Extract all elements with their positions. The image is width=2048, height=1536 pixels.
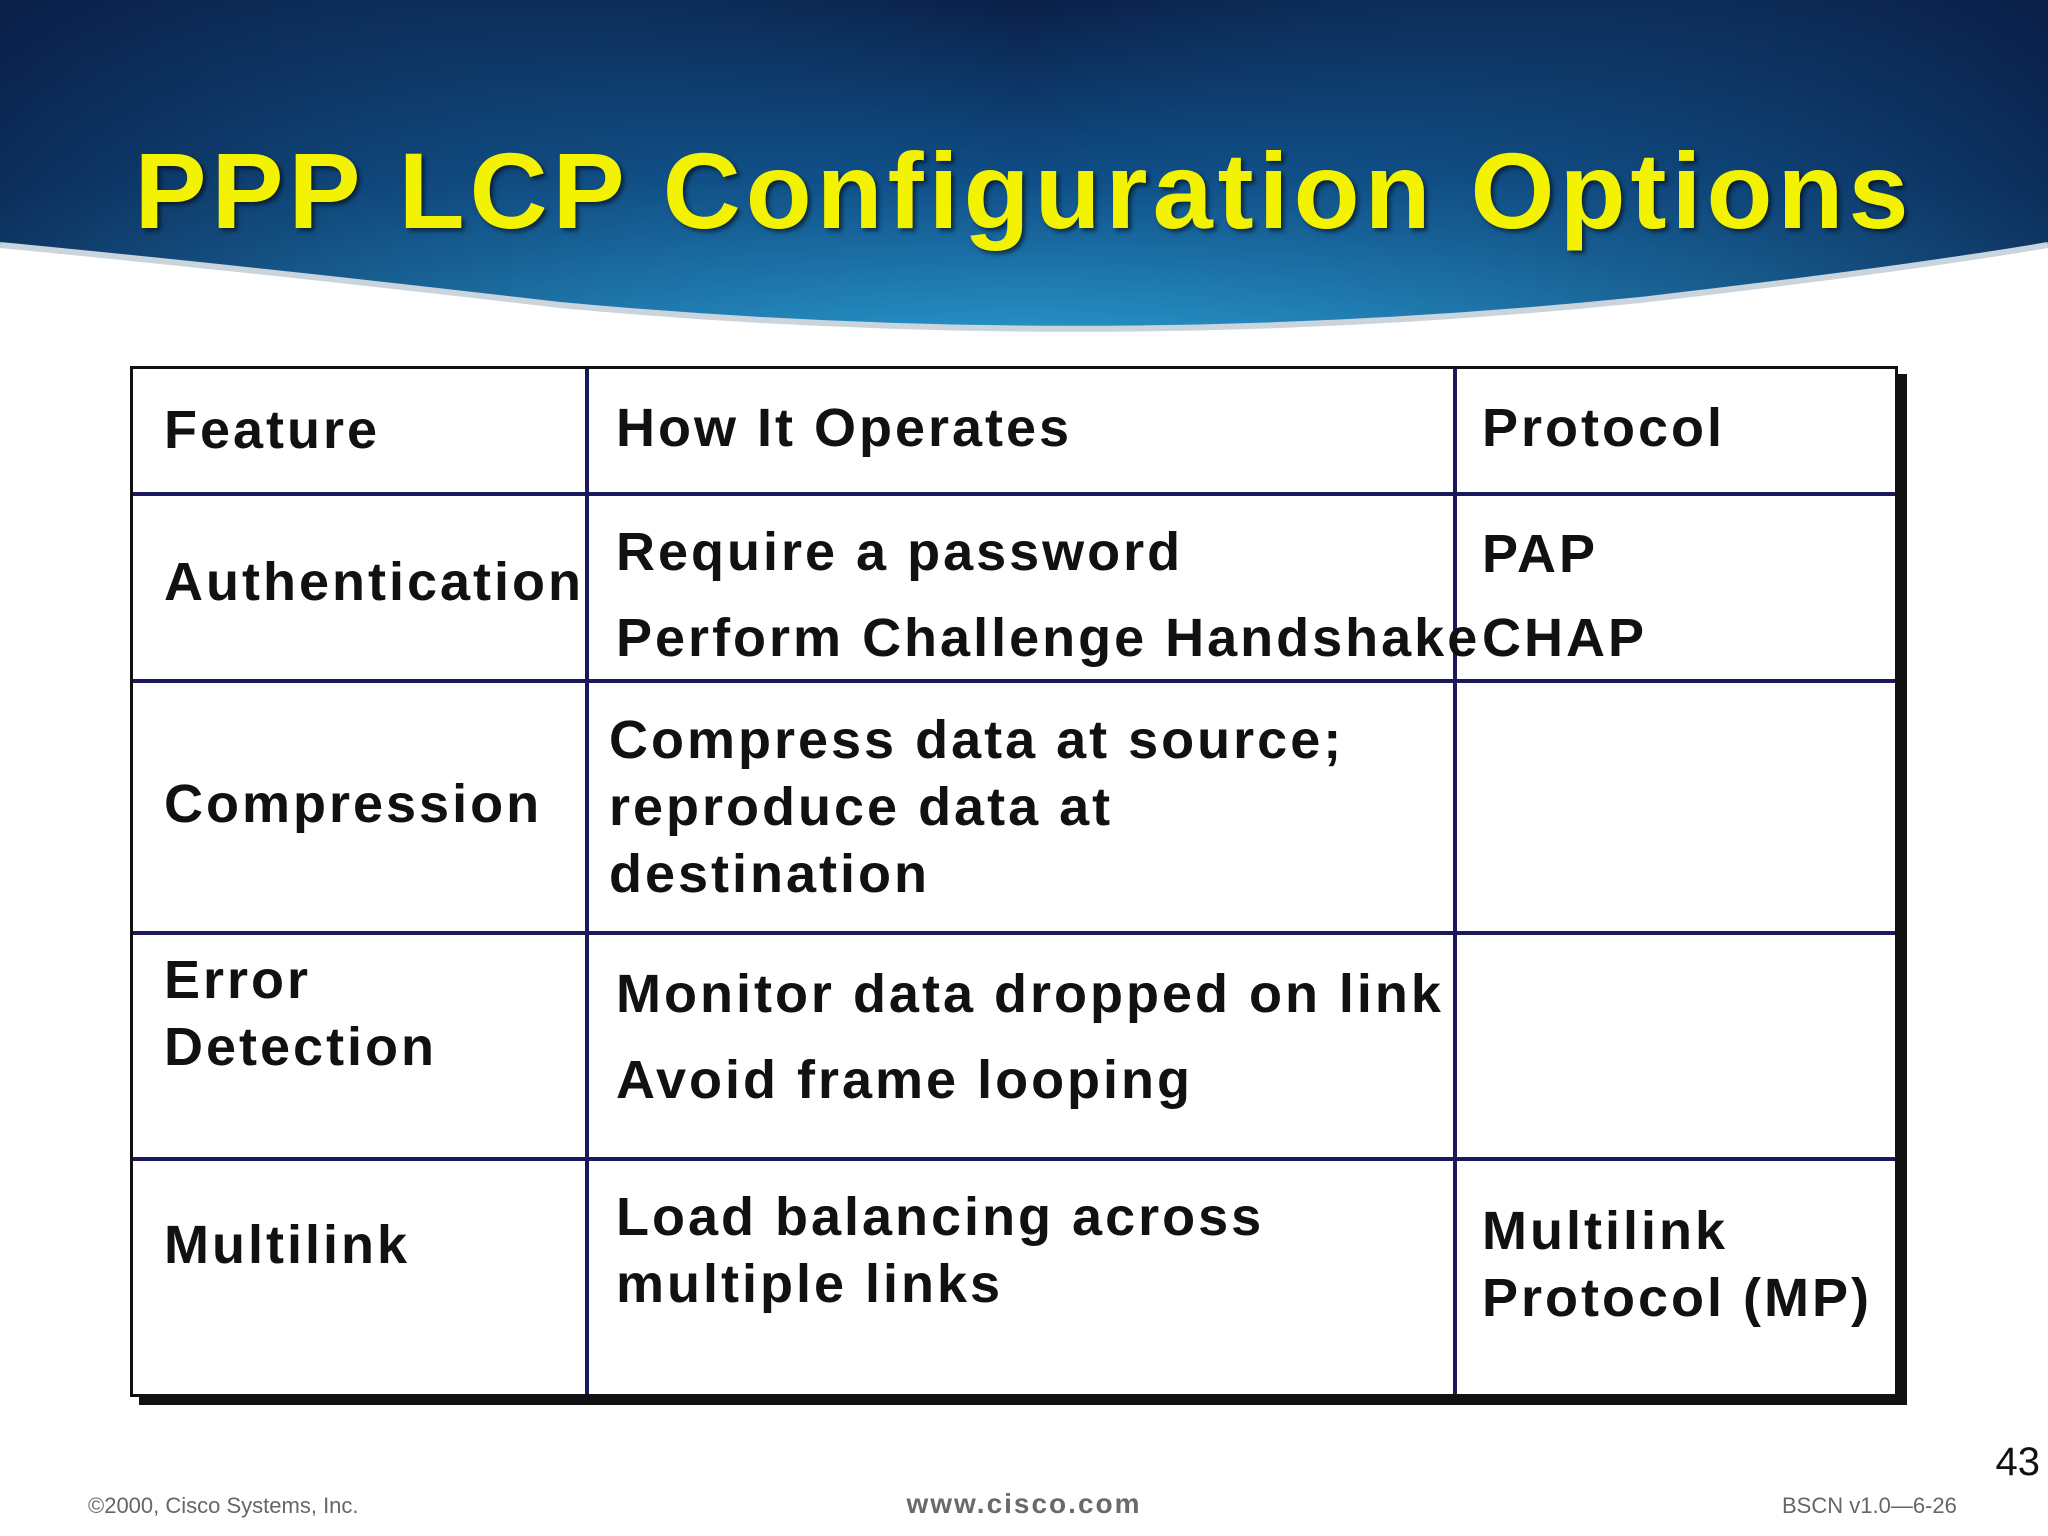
column-divider — [1453, 369, 1457, 1394]
header-how-it-operates: How It Operates — [616, 398, 1073, 458]
operates-line: Compress data at source; — [609, 710, 1345, 770]
lcp-options-table — [130, 366, 1898, 1397]
header-protocol: Protocol — [1482, 398, 1726, 458]
feature-multilink: Multilink — [164, 1215, 410, 1275]
operates-line: Avoid frame looping — [616, 1050, 1194, 1110]
slide-title: PPP LCP Configuration Options — [134, 130, 1914, 251]
footer-copyright: ©2000, Cisco Systems, Inc. — [88, 1493, 359, 1518]
column-divider — [585, 369, 589, 1394]
footer-website: www.cisco.com — [906, 1488, 1142, 1519]
feature-authentication: Authentication — [164, 552, 584, 612]
row-divider — [133, 679, 1895, 683]
protocol-pap: PAP — [1482, 524, 1599, 584]
protocol-mp: Protocol (MP) — [1482, 1268, 1872, 1328]
operates-line: destination — [609, 844, 931, 904]
footer-course-code: BSCN v1.0—6-26 — [1782, 1493, 1957, 1518]
row-divider — [133, 1157, 1895, 1161]
page-number: 43 — [1995, 1440, 2040, 1484]
feature-error-detection: Error — [164, 950, 312, 1010]
operates-line: Load balancing across — [616, 1187, 1265, 1247]
operates-line: Require a password — [616, 522, 1184, 582]
row-divider — [133, 931, 1895, 935]
protocol-mp: Multilink — [1482, 1201, 1728, 1261]
feature-compression: Compression — [164, 774, 543, 834]
operates-line: Monitor data dropped on link — [616, 964, 1444, 1024]
operates-line: Perform Challenge Handshake — [616, 608, 1481, 668]
operates-line: reproduce data at — [609, 777, 1114, 837]
protocol-chap: CHAP — [1482, 608, 1648, 668]
header-feature: Feature — [164, 400, 381, 460]
feature-error-detection: Detection — [164, 1017, 438, 1077]
row-divider — [133, 492, 1895, 496]
operates-line: multiple links — [616, 1254, 1004, 1314]
